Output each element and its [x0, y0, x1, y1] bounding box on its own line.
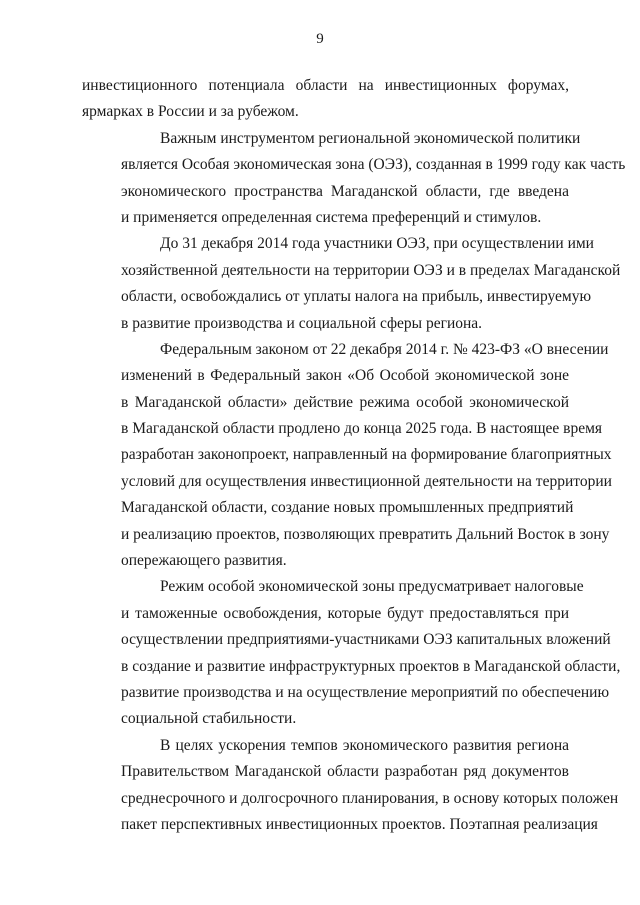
- text-line: Магаданской области, создание новых промышленных предприятий: [121, 499, 574, 517]
- text-line: ярмарках в России и за рубежом.: [82, 103, 299, 121]
- text-line: в развитие производства и социальной сферы региона.: [121, 314, 483, 332]
- text-line: В целях ускорения темпов экономического развития региона: [160, 736, 569, 754]
- text-line: опережающего развития.: [121, 552, 287, 570]
- text-line: в создание и развитие инфраструктурных проектов в Магаданской области,: [121, 657, 621, 675]
- text-line: изменений в Федеральный закон «Об Особой экономической зоне: [121, 367, 569, 385]
- text-line: Правительством Магаданской области разработан ряд документов: [121, 763, 569, 781]
- text-line: До 31 декабря 2014 года участники ОЭЗ, при осуществлении ими: [160, 235, 594, 253]
- paragraph-tax-exemption: [82, 231, 621, 337]
- paragraph-federal-law: [82, 337, 612, 575]
- text-line: пакет перспективных инвестиционных проектов. Поэтапная реализация: [121, 815, 598, 833]
- text-line: и таможенные освобождения, которые будут предоставляться при: [121, 604, 569, 622]
- text-line: осуществлении предприятиями-участниками ОЭЗ капитальных вложений: [121, 631, 611, 649]
- text-line: является Особая экономическая зона (ОЭЗ), созданная в 1999 году как часть: [121, 156, 626, 174]
- text-line: развитие производства и на осуществление мероприятий по обеспечению: [121, 683, 610, 701]
- text-line: в Магаданской области» действие режима особой экономической: [121, 393, 569, 411]
- text-line: и реализацию проектов, позволяющих превратить Дальний Восток в зону: [121, 525, 610, 543]
- text-line: экономического пространства Магаданской области, где введена: [121, 182, 569, 200]
- text-line: социальной стабильности.: [121, 710, 297, 728]
- paragraph-development-planning: [82, 733, 619, 839]
- text-line: Важным инструментом региональной экономической политики: [160, 129, 581, 147]
- text-line: инвестиционного потенциала области на инвестиционных форумах,: [82, 77, 569, 94]
- text-line: Федеральным законом от 22 декабря 2014 г. № 423-ФЗ «О внесении: [160, 340, 609, 358]
- page-number: 9: [316, 31, 324, 47]
- text-line: условий для осуществления инвестиционной деятельности на территории: [121, 472, 612, 490]
- paragraph-sez-regime: [82, 574, 621, 732]
- text-line: области, освобождались от уплаты налога на прибыль, инвестируемую: [121, 288, 592, 306]
- text-line: хозяйственной деятельности на территории ОЭЗ и в пределах Магаданской: [121, 261, 621, 279]
- document-body: [82, 73, 626, 838]
- text-line: Режим особой экономической зоны предусматривает налоговые: [160, 578, 584, 596]
- text-line: разработан законопроект, направленный на формирование благоприятных: [121, 446, 612, 464]
- paragraph-investment-potential: [82, 73, 569, 126]
- text-line: среднесрочного и долгосрочного планирования, в основу которых положен: [121, 789, 619, 807]
- text-line: в Магаданской области продлено до конца 2025 года. В настоящее время: [121, 420, 603, 438]
- paragraph-special-economic-zone: [82, 126, 626, 232]
- text-line: и применяется определенная система преференций и стимулов.: [121, 208, 542, 226]
